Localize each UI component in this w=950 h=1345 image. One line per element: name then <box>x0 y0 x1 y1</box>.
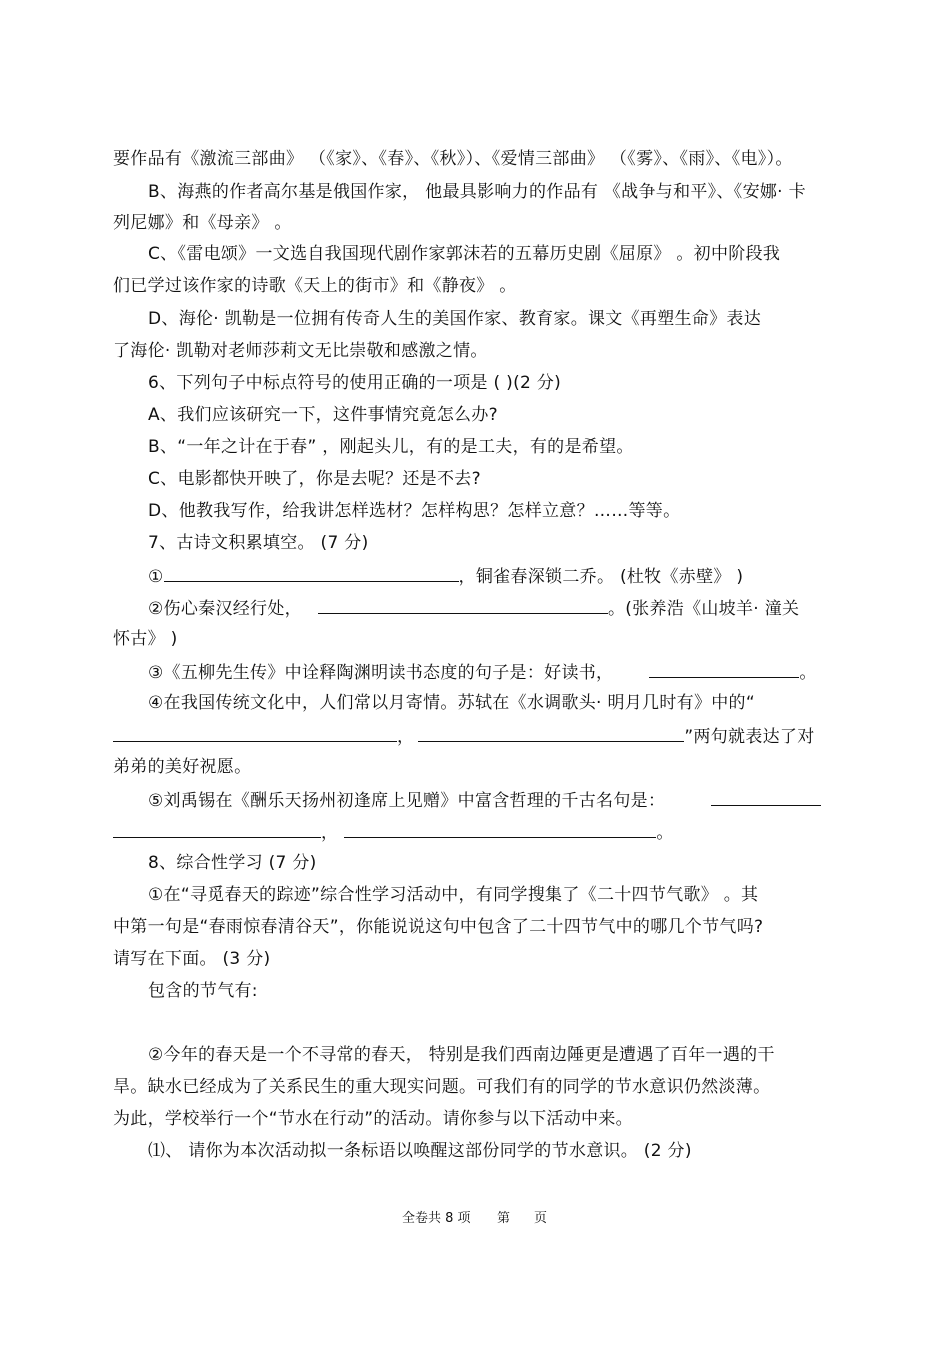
question-7-item-4: ④在我国传统文化中，人们常以月寄情。苏轼在《水调歌头· 明月几时有》中的“ <box>148 693 755 713</box>
question-7-item-1 <box>148 565 743 587</box>
question-7-item-4-blanks <box>113 725 815 747</box>
question-8-part-2-line: 旱。缺水已经成为了关系民生的重大现实问题。可我们有的同学的节水意识仍然淡薄。 <box>113 1077 771 1097</box>
fill-blank[interactable] <box>418 725 684 742</box>
question-7-item-2-cont: 怀古》 ) <box>113 629 178 649</box>
footer-page-label: 第 <box>497 1211 511 1226</box>
question-7-item-5-blanks <box>113 821 674 843</box>
paragraph-line: 要作品有《激流三部曲》 （《家》、《春》、《秋》）、《爱情三部曲》 （《雾》、《雨》、《电》）。 <box>113 149 793 169</box>
item-text: ”两句就表达了对 <box>684 727 815 747</box>
question-8-part-1-line: 中第一句是“春雨惊春清谷天”，你能说说这句中包含了二十四节气中的哪几个节气吗? <box>113 917 764 937</box>
item-text: 。 <box>799 663 817 683</box>
item-text: ②伤心秦汉经行处， <box>148 599 302 619</box>
question-8-task-1: ⑴、 请你为本次活动拟一条标语以唤醒这部份同学的节水意识。 (2 分) <box>148 1141 692 1161</box>
fill-blank[interactable] <box>344 821 656 838</box>
answer-label: 包含的节气有: <box>148 981 258 1001</box>
footer-total: 全卷共 8 项 <box>402 1211 471 1226</box>
fill-blank[interactable] <box>113 821 321 838</box>
question-8-part-2-line: ②今年的春天是一个不寻常的春天， 特别是我们西南边陲更是遭遇了百年一遇的干 <box>148 1045 775 1065</box>
question-8-stem: 8、综合性学习 (7 分) <box>148 853 317 873</box>
item-text: 。 <box>656 823 674 843</box>
question-6-option-b: B、“一年之计在于春” ，刚起头儿，有的是工夫，有的是希望。 <box>148 437 634 457</box>
question-6-option-c: C、电影都快开映了，你是去呢？还是不去? <box>148 469 481 489</box>
option-d-line: D、海伦· 凯勒是一位拥有传奇人生的美国作家、教育家。课文《再塑生命》表达 <box>148 309 761 329</box>
footer-page-suffix: 页 <box>534 1211 548 1226</box>
fill-blank[interactable] <box>649 661 799 678</box>
fill-blank[interactable] <box>113 725 397 742</box>
option-b-line: B、海燕的作者高尔基是俄国作家， 他最具影响力的作品有 《战争与和平》、《安娜· 卡 <box>148 182 806 202</box>
question-8-part-1-line: 请写在下面。 (3 分) <box>113 949 271 969</box>
item-text: ， <box>397 727 415 747</box>
question-6-option-d: D、他教我写作，给我讲怎样选材？怎样构思？怎样立意？……等等。 <box>148 501 681 521</box>
option-c-line-cont: 们已学过该作家的诗歌《天上的街市》和《静夜》 。 <box>113 276 517 296</box>
item-text: ③《五柳先生传》中诠释陶渊明读书态度的句子是：好读书， <box>148 663 614 683</box>
fill-blank[interactable] <box>164 565 459 582</box>
question-8-part-1-line: ①在“寻觅春天的踪迹”综合性学习活动中，有同学搜集了《二十四节气歌》 。其 <box>148 885 759 905</box>
question-7-stem: 7、古诗文积累填空。 (7 分) <box>148 533 369 553</box>
item-text: ，铜雀春深锁二乔。 (杜牧《赤壁》 ) <box>458 567 744 587</box>
question-6-option-a: A、我们应该研究一下，这件事情究竟怎么办? <box>148 405 498 425</box>
fill-blank[interactable] <box>318 597 608 614</box>
option-d-line-cont: 了海伦· 凯勒对老师莎莉文无比崇敬和感激之情。 <box>113 341 488 361</box>
item-text: ⑤刘禹锡在《酬乐天扬州初逢席上见赠》中富含哲理的千古名句是： <box>148 791 666 811</box>
question-7-item-2 <box>148 597 799 619</box>
fill-blank[interactable] <box>711 789 821 806</box>
question-6-stem: 6、下列句子中标点符号的使用正确的一项是 ( )(2 分) <box>148 373 562 393</box>
option-b-line-cont: 列尼娜》和《母亲》 。 <box>113 213 292 233</box>
question-8-part-2-line: 为此，学校举行一个“节水在行动”的活动。请你参与以下活动中来。 <box>113 1109 633 1129</box>
question-7-item-3 <box>148 661 817 683</box>
question-7-item-5 <box>148 789 821 811</box>
option-c-line: C、《雷电颂》一文选自我国现代剧作家郭沫若的五幕历史剧《屈原》 。初中阶段我 <box>148 244 781 264</box>
item-number: ① <box>148 567 164 587</box>
question-7-item-4-cont: 弟弟的美好祝愿。 <box>113 757 252 777</box>
item-text: 。(张养浩《山坡羊· 潼关 <box>607 599 800 619</box>
item-text: ， <box>321 823 339 843</box>
